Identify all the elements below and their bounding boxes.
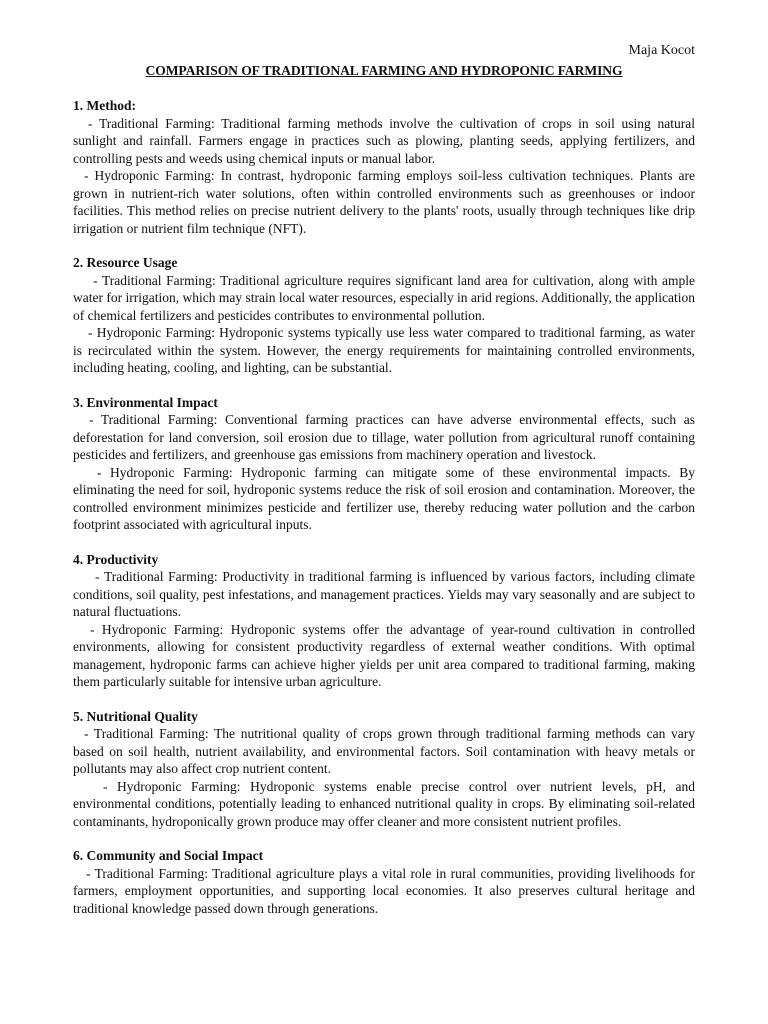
author-name: Maja Kocot — [628, 43, 695, 58]
paragraph-traditional: - Traditional Farming: Traditional agriculture plays a vital role in rural communities, providing livelihoods for farmers, employment opportunities, and supporting local economies. It also preserves cultural heritage and traditional knowledge passed down through generations. — [73, 865, 695, 916]
section-heading: 1. Method: — [73, 98, 136, 113]
section-productivity — [73, 551, 695, 691]
section-heading: 3. Environmental Impact — [73, 394, 218, 410]
document-page — [73, 42, 695, 934]
paragraph-hydroponic: - Hydroponic Farming: Hydroponic systems enable precise control over nutrient levels, pH, and environmental conditions, potentially leading to enhanced nutritional quality in crops. By eliminating soil-related contaminants, hydroponically grown produce may offer cleaner and more consistent nutrient profiles. — [73, 778, 695, 829]
section-method — [73, 97, 695, 237]
section-environmental-impact — [73, 394, 695, 534]
paragraph-traditional: - Traditional Farming: The nutritional quality of crops grown through traditional farming methods can vary based on soil health, nutrient availability, and environmental factors. Soil contamination with heavy metals or pollutants may also affect crop nutrient content. — [73, 726, 695, 776]
section-nutritional-quality — [73, 708, 695, 831]
document-title: COMPARISON OF TRADITIONAL FARMING AND HYDROPONIC FARMING — [145, 63, 623, 78]
section-resource-usage — [73, 254, 695, 377]
paragraph-hydroponic: - Hydroponic Farming: Hydroponic farming can mitigate some of these environmental impacts. By eliminating the need for soil, hydroponic systems reduce the risk of soil erosion and contamination. Moreover, the controlled environment minimizes pesticide and fertilizer use, thereby reducing water pollution and the carbon footprint associated with agricultural inputs. — [73, 464, 695, 532]
section-heading: 6. Community and Social Impact — [73, 848, 264, 863]
section-heading: 2. Resource Usage — [73, 255, 178, 270]
paragraph-traditional: - Traditional Farming: Traditional farming methods involve the cultivation of crops in soil using natural sunlight and rainfall. Farmers engage in practices such as plowing, planting seeds, applying fertilizers, and controlling pests and weeds using chemical inputs or manual labor. — [73, 115, 695, 166]
paragraph-hydroponic: - Hydroponic Farming: In contrast, hydroponic farming employs soil-less cultivation techniques. Plants are grown in nutrient-rich water solutions, often within controlled environments such as greenhouses or indoor facilities. This method relies on precise nutrient delivery to the plants' roots, usually through techniques like drip irrigation or nutrient film technique (NFT). — [73, 168, 695, 236]
paragraph-traditional: - Traditional Farming: Productivity in traditional farming is influenced by various factors, including climate conditions, soil quality, pest infestations, and management practices. Yields may vary seasonally and are subject to natural fluctuations. — [73, 569, 695, 619]
section-heading: 5. Nutritional Quality — [73, 708, 198, 724]
section-heading: 4. Productivity — [73, 551, 159, 567]
paragraph-hydroponic: - Hydroponic Farming: Hydroponic systems typically use less water compared to traditional farming, as water is recirculated within the system. However, the energy requirements for maintaining controlled environments, including heating, cooling, and lighting, can be substantial. — [73, 325, 695, 375]
paragraph-traditional: - Traditional Farming: Traditional agriculture requires significant land area for cultivation, along with ample water for irrigation, which may strain local water resources, especially in arid regions. Additionally, the application of chemical fertilizers and pesticides contributes to environmental pollution. — [73, 272, 695, 323]
paragraph-hydroponic: - Hydroponic Farming: Hydroponic systems offer the advantage of year-round cultivation in controlled environments, allowing for consistent productivity regardless of external weather conditions. With optimal management, hydroponic farms can achieve higher yields per unit area compared to traditional farming, making them particularly suitable for intensive urban agriculture. — [73, 621, 695, 689]
section-community-social-impact — [73, 847, 695, 917]
paragraph-traditional: - Traditional Farming: Conventional farming practices can have adverse environmental effects, such as deforestation for land conversion, soil erosion due to tillage, water pollution from agricultural runoff containing pesticides and fertilizers, and greenhouse gas emissions from machinery operation and livestock. — [73, 412, 695, 462]
